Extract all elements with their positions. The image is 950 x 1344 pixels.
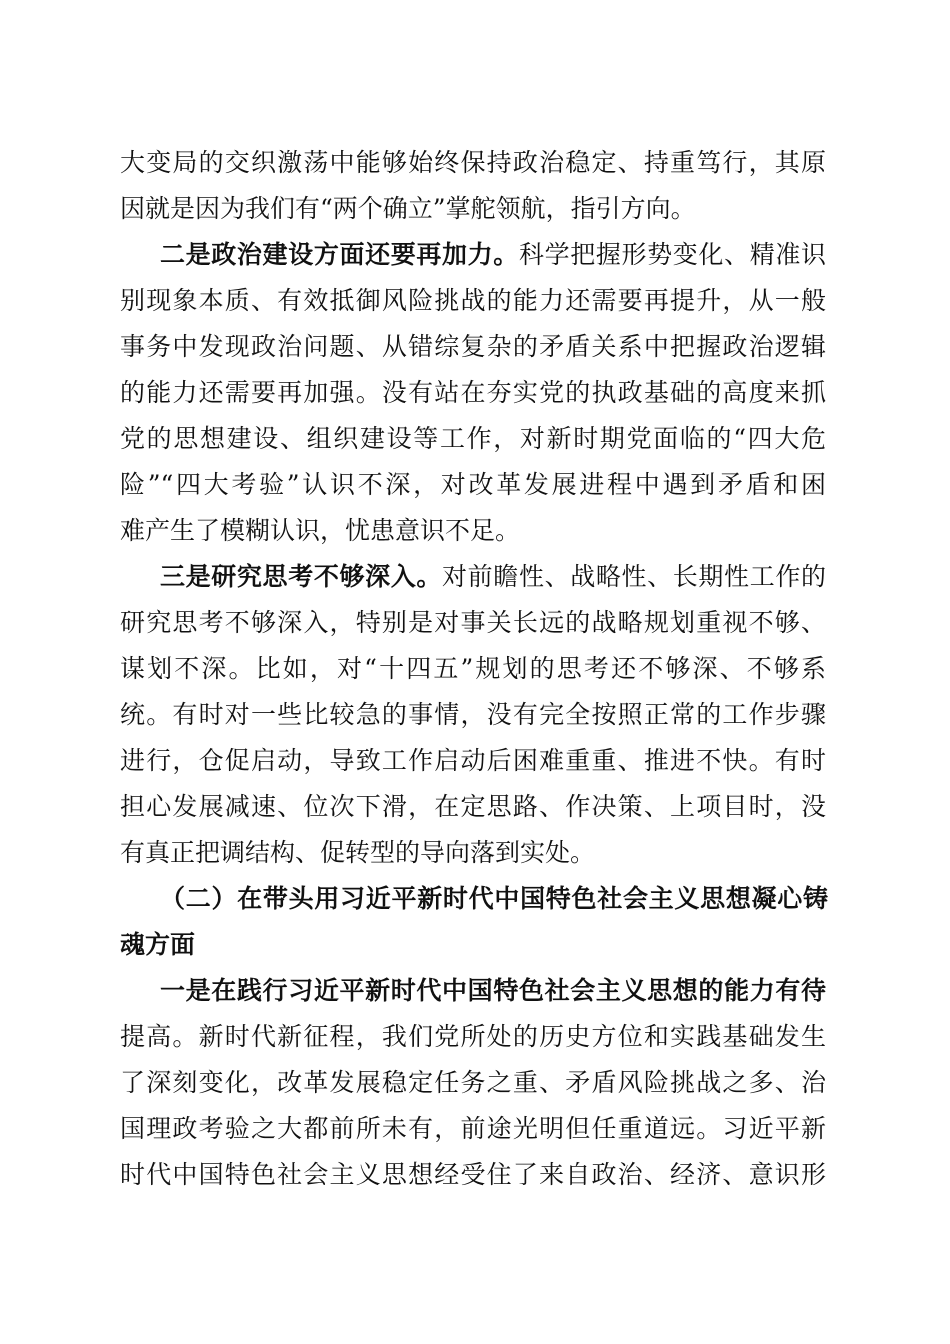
section-heading: 魂方面 (120, 930, 196, 959)
paragraph-line: 大变局的交织激荡中能够始终保持政治稳定、持重笃行，其原 (120, 148, 826, 177)
paragraph-text: 科学把握形势变化、精准识 (518, 240, 826, 269)
paragraph-lead: 三是研究思考不够深入。 (160, 562, 443, 591)
paragraph-first-line (160, 974, 826, 1008)
paragraph-line: 担心发展减速、位次下滑，在定思路、作决策、上项目时，没 (120, 792, 826, 821)
paragraph-first-line (160, 238, 826, 272)
paragraph-line: 国理政考验之大都前所未有，前途光明但任重道远。习近平新 (120, 1114, 826, 1143)
paragraph-line: 谋划不深。比如，对“十四五”规划的思考还不够深、不够系 (120, 654, 826, 683)
paragraph-line: 因就是因为我们有“两个确立”掌舵领航，指引方向。 (120, 194, 696, 223)
paragraph-line: 了深刻变化，改革发展稳定任务之重、矛盾风险挑战之多、治 (120, 1068, 826, 1097)
paragraph-text: 对前瞻性、战略性、长期性工作的 (442, 562, 826, 591)
section-heading: （二）在带头用习近平新时代中国特色社会主义思想凝心铸 (160, 884, 828, 913)
paragraph-line: 有真正把调结构、促转型的导向落到实处。 (120, 838, 596, 867)
paragraph-lead: 一是在践行习近平新时代中国特色社会主义思想的能力有待 (160, 976, 826, 1005)
paragraph-lead: 二是政治建设方面还要再加力。 (160, 240, 519, 269)
paragraph-line: 统。有时对一些比较急的事情，没有完全按照正常的工作步骤 (120, 700, 826, 729)
paragraph-line: 时代中国特色社会主义思想经受住了来自政治、经济、意识形 (120, 1160, 826, 1189)
paragraph-line: 难产生了模糊认识，忧患意识不足。 (120, 516, 521, 545)
paragraph-line: 别现象本质、有效抵御风险挑战的能力还需要再提升，从一般 (120, 286, 826, 315)
paragraph-line: 的能力还需要再加强。没有站在夯实党的执政基础的高度来抓 (120, 378, 826, 407)
paragraph-line: 提高。新时代新征程，我们党所处的历史方位和实践基础发生 (120, 1022, 826, 1051)
paragraph-line: 党的思想建设、组织建设等工作，对新时期党面临的“四大危 (120, 424, 826, 453)
paragraph-first-line (160, 560, 826, 594)
paragraph-line: 事务中发现政治问题、从错综复杂的矛盾关系中把握政治逻辑 (120, 332, 826, 361)
paragraph-line: 进行，仓促启动，导致工作启动后困难重重、推进不快。有时 (120, 746, 826, 775)
paragraph-line: 险”“四大考验”认识不深，对改革发展进程中遇到矛盾和困 (120, 470, 826, 499)
paragraph-line: 研究思考不够深入，特别是对事关长远的战略规划重视不够、 (120, 608, 826, 637)
